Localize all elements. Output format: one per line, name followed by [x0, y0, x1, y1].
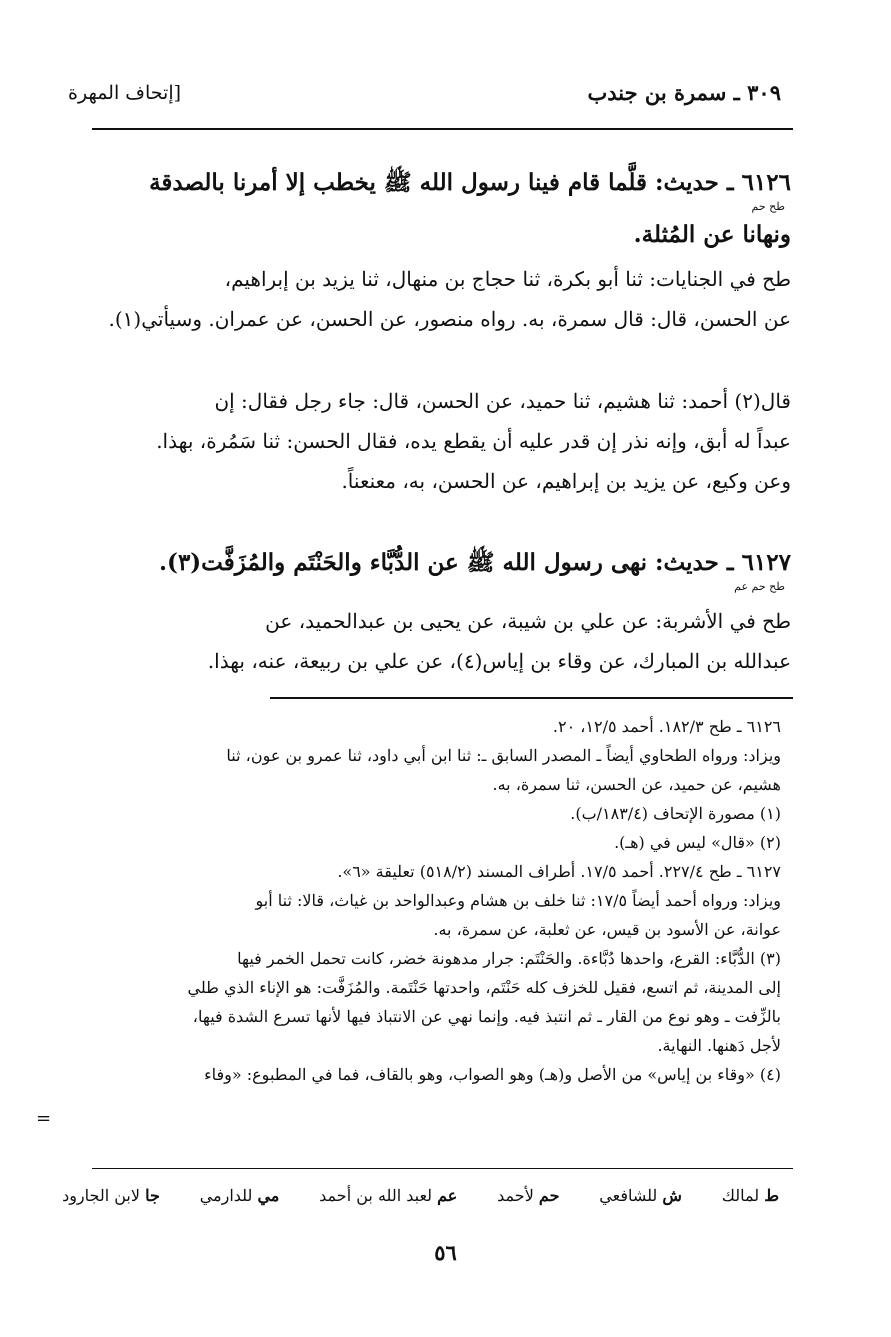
footnote-line: (٢) «قال» ليس في (هـ). — [614, 833, 781, 852]
footnote-line: إلى المدينة، ثم اتسع، فقيل للخزف كله حَنْتَم، واحدتها حَنْتَمة. والمُزَفَّت: هو الإناء الذي طلي — [187, 978, 781, 997]
hadith-6127-title: ٦١٢٧ ـ حديث: نهى رسول الله ﷺ عن الدُّبَّاء والحَنْتَم والمُزَفَّت(٣). — [159, 549, 791, 576]
footnote-line: (٣) الدُّبَّاء: القرع، واحدها دُبَّاءة. والحَنْتَم: جرار مدهونة خضر، كانت تحمل الخمر فيها — [237, 949, 781, 968]
hadith-6126-body-line1: طح في الجنايات: ثنا أبو بكرة، ثنا حجاج بن منهال، ثنا يزيد بن إبراهيم، — [224, 267, 791, 291]
hadith-6126-body-line2: عن الحسن، قال: قال سمرة، به. رواه منصور، عن الحسن، عن عمران. وسيأتي(١). — [108, 307, 791, 331]
abbreviation-item: ط لمالك — [721, 1186, 779, 1205]
abbreviation-item: مي للدارمي — [199, 1186, 280, 1205]
hadith-6127-sigla: طح حم عم — [734, 580, 785, 593]
hadith-6127-body-line1: طح في الأشربة: عن علي بن شيبة، عن يحيى بن عبدالحميد، عن — [265, 609, 791, 633]
ahmad-narration-line3: وعن وكيع، عن يزيد بن إبراهيم، عن الحسن، به، معنعناً. — [341, 469, 791, 493]
abbreviation-item: ش للشافعي — [599, 1186, 682, 1205]
abbreviations-key — [62, 1186, 779, 1205]
hadith-6126-sigla: طح حم — [751, 200, 785, 213]
abbreviation-item: جا لابن الجارود — [62, 1186, 160, 1205]
footnotes-block — [66, 712, 781, 1089]
abbreviations-divider — [92, 1168, 793, 1169]
ahmad-narration-line1: قال(٢) أحمد: ثنا هشيم، ثنا حميد، عن الحسن، قال: جاء رجل فقال: إن — [214, 389, 791, 413]
footnote-line: ٦١٢٦ ـ طح ١٨٢/٣. أحمد ١٢/٥، ٢٠. — [552, 717, 781, 736]
hadith-6126-title-line1: ٦١٢٦ ـ حديث: قلَّما قام فينا رسول الله ﷺ يخطب إلا أمرنا بالصدقة — [149, 169, 791, 196]
abbreviation-item: عم لعبد الله بن أحمد — [319, 1186, 458, 1205]
header-divider — [92, 128, 793, 130]
running-header-section: ٣٠٩ ـ سمرة بن جندب — [587, 80, 781, 105]
footnote-divider — [270, 697, 793, 699]
hadith-6127-body-line2: عبدالله بن المبارك، عن وقاء بن إياس(٤)، عن علي بن ربيعة، عنه، بهذا. — [207, 649, 791, 673]
footnote-line: هشيم، عن حميد، عن الحسن، ثنا سمرة، به. — [492, 775, 781, 794]
running-header-book-title: [إتحاف المهرة — [68, 82, 182, 104]
hadith-6126-title-line2: ونهانا عن المُثلة. — [633, 221, 791, 248]
footnote-line: لأجل دَهنها. النهاية. — [657, 1036, 781, 1055]
footnote-line: ويزاد: ورواه الطحاوي أيضاً ـ المصدر السابق ـ: ثنا ابن أبي داود، ثنا عمرو بن عون، ثنا — [226, 746, 781, 765]
footnote-line: (١) مصورة الإتحاف (١٨٣/٤/ب). — [570, 804, 781, 823]
page-number: ٥٦ — [434, 1240, 457, 1265]
footnote-line: عوانة، عن الأسود بن قيس، عن ثعلبة، عن سمرة، به. — [433, 920, 781, 939]
abbreviation-item: حم لأحمد — [497, 1186, 560, 1205]
ahmad-narration-line2: عبداً له أبق، وإنه نذر إن قدر عليه أن يقطع يده، فقال الحسن: ثنا سَمُرة، بهذا. — [156, 429, 791, 453]
footnote-line: بالزِّفت ـ وهو نوع من القار ـ ثم انتبذ فيه. وإنما نهي عن الانتباذ فيها لأنها تسرع الشدة فيها، — [192, 1007, 781, 1026]
footnote-line: (٤) «وقاء بن إياس» من الأصل و(هـ) وهو الصواب، وهو بالقاف، فما في المطبوع: «وفاء — [204, 1065, 781, 1084]
footnote-line: ويزاد: ورواه أحمد أيضاً ١٧/٥: ثنا خلف بن هشام وعبدالواحد بن غياث، قالا: ثنا أبو — [255, 891, 781, 910]
continuation-mark: = — [36, 1108, 52, 1129]
footnote-line: ٦١٢٧ ـ طح ٢٢٧/٤. أحمد ١٧/٥. أطراف المسند (٥١٨/٢) تعليقة «٦». — [337, 862, 781, 881]
